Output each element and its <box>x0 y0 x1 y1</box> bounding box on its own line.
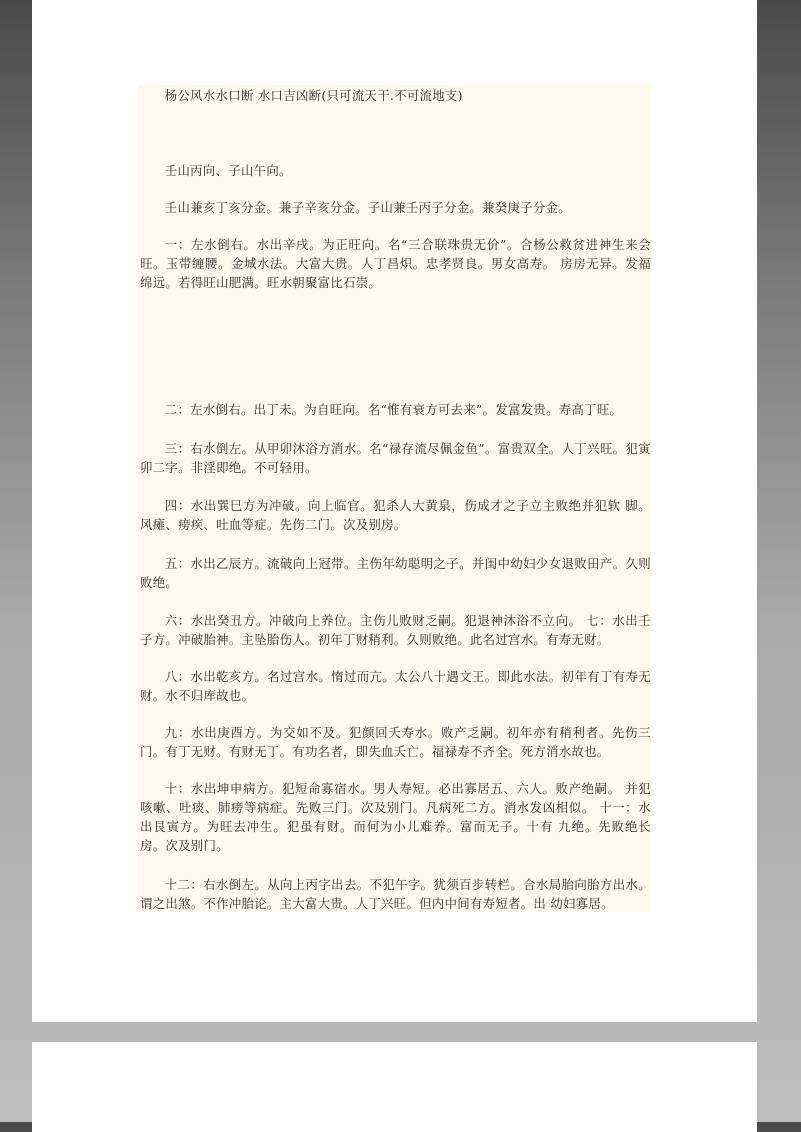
paragraph: 十：水出坤申病方。犯短命寡宿水。男人寿短。必出寡居五、六人。败产绝嗣。 并犯咳嗽、吐痰、肺痨等病症。先败三门。次及别门。凡病死二方。消水发凶相似。 十一：水出艮寅方。为旺去冲生。犯虽有财。而何为小儿难养。富而无子。十有 九绝。先败绝长房。次及别门。 <box>140 781 651 853</box>
paragraph: 壬山兼亥丁亥分金。兼子辛亥分金。子山兼壬丙子分金。兼癸庚子分金。 <box>164 200 571 215</box>
paragraph: 八：水出乾亥方。名过宫水。惰过而亢。太公八十遇文王。即此水法。初年有丁有寿无财。水不归库故也。 <box>140 669 651 703</box>
document-page-2 <box>32 1042 757 1132</box>
paragraph: 九：水出庚酉方。为交如不及。犯颜回夭寿水。败产乏嗣。初年亦有稍利者。先伤三门。有丁无财。有财无丁。有功名者，即失血夭亡。福禄寿不齐全。死方消水故也。 <box>140 725 651 759</box>
paragraph: 一：左水倒右。水出辛戌。为正旺向。名“三合联珠贵无价”。合杨公救贫进神生来会旺。玉带缠腰。金城水法。大富大贵。人丁昌炽。忠孝贤良。男女高寿。 房房无异。发福绵远。若得旺山肥满。旺水朝聚富比石崇。 <box>140 237 651 290</box>
paragraph: 五：水出乙辰方。流破向上冠带。主伤年幼聪明之子。并闺中幼妇少女退败田产。久则败绝。 <box>140 556 651 590</box>
paragraph: 六：水出癸丑方。冲破向上养位。主伤儿败财乏嗣。犯退神沐浴不立向。 七：水出壬子方。冲破胎神。主坠胎伤人。初年丁财稍利。久则败绝。此名过宫水。有寿无财。 <box>140 613 651 647</box>
paragraph: 壬山丙向、子山午向。 <box>164 163 292 178</box>
paragraph: 三：右水倒左。从甲卯沐浴方消水。名“禄存流尽佩金鱼”。富贵双全。人丁兴旺。犯寅卯二字。非淫即绝。不可轻用。 <box>140 441 651 475</box>
paragraph: 二：左水倒右。出丁未。为自旺向。名“惟有衰方可去来”。发富发贵。寿高丁旺。 <box>164 402 623 417</box>
document-title: 杨公风水水口断 水口吉凶断(只可流天干.不可流地支) <box>164 88 463 103</box>
paragraph: 十二：右水倒左。从向上丙字出去。不犯午字。犹须百步转栏。合水局胎向胎方出水。谓之出煞。不作冲胎论。主大富大贵。人丁兴旺。但内中间有寿短者。出 幼妇寡居。 <box>140 877 651 911</box>
paragraph: 四：水出巽巳方为冲破。向上临官。犯杀人大黄泉，伤成才之子立主败绝并犯软 脚。风瘫、痨疾、吐血等症。先伤二门。次及别房。 <box>140 498 651 532</box>
